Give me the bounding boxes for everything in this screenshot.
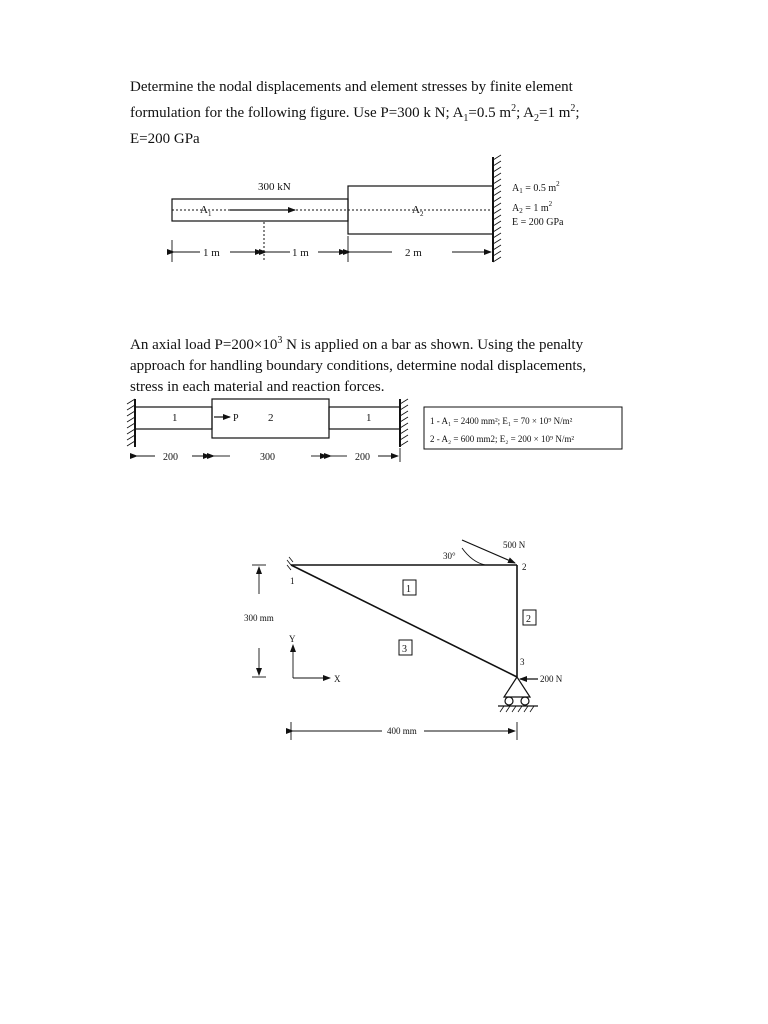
axis-label-y: Y [289,634,296,644]
element-label-1: 1 [406,584,411,595]
legend-a2: $A_2 = 1$ $m^2$ [512,200,553,215]
dim-1m-second: 1 m [292,247,309,259]
segment-2-label: 2 [268,412,274,424]
dim-200-right: 200 [355,452,370,463]
problem-1-line-2: formulation for the following figure. Use P=300 k N; $A_1=0.5$ $m^2$; $A_2=1$ $m^2$; [130,103,580,124]
legend-material-2: 2 - A₂ = 600 mm2; E₂ = 200 × 10⁹ N/m² [430,434,575,444]
dim-200-left: 200 [163,452,178,463]
force-label-200n: 200 N [540,674,563,684]
dimension-400mm [291,722,517,740]
problem-1-line-1: Determine the nodal displacements and element stresses by finite element [130,79,573,95]
problem-2-line-3: stress in each material and reaction forces. [130,379,385,395]
segment-1-right-label: 1 [366,412,372,424]
dimension-row-1 [174,247,491,259]
problem-1-line-3: E=200 GPa [130,131,200,147]
element-label-3: 3 [402,644,407,655]
angle-arc [462,548,485,565]
figure-2-bar-between-walls [127,399,622,463]
coordinate-axes [289,634,341,684]
dim-400mm: 400 mm [387,726,417,736]
figure-1-stepped-bar [172,155,564,262]
fixed-wall-right [493,155,501,262]
dimension-300mm [244,565,274,677]
load-label-300kn: 300 kN [258,181,291,193]
dim-1m-first: 1 m [203,247,220,259]
node-label-1: 1 [290,576,295,586]
legend-a1: $A_1 = 0.5$ $m^2$ [512,180,560,195]
dim-300: 300 [260,452,275,463]
node-label-2: 2 [522,562,527,572]
fixed-support-node-1 [287,557,293,570]
axis-label-x: X [334,674,341,684]
dim-300mm: 300 mm [244,613,274,623]
segment-1-left-label: 1 [172,412,178,424]
fixed-wall-left [127,399,135,447]
node-label-3: 3 [520,657,525,667]
bar-segment-1-right [329,407,400,429]
problem-2-line-2: approach for handling boundary conditions, determine nodal displacements, [130,358,587,374]
area-label-a2: $A_2$ [412,204,424,218]
legend-material-1: 1 - A₁ = 2400 mm²; E₁ = 70 × 10⁹ N/m² [430,416,573,426]
figure-3-truss [244,540,563,740]
pin-support-node-3 [498,677,538,712]
legend-e: E = 200 GPa [512,217,564,228]
force-label-500n: 500 N [503,540,526,550]
fixed-wall-right-2 [400,399,408,447]
load-label-p: P [233,413,239,424]
problem-2-line-1: An axial load $P=200\times 10^3$ N is applied on a bar as shown. Using the penalty [130,335,584,353]
element-label-2: 2 [526,614,531,625]
dim-2m: 2 m [405,247,422,259]
dimension-row-2 [137,448,400,463]
angle-label-30: 30° [443,551,456,561]
area-label-a1: $A_1$ [200,204,212,218]
